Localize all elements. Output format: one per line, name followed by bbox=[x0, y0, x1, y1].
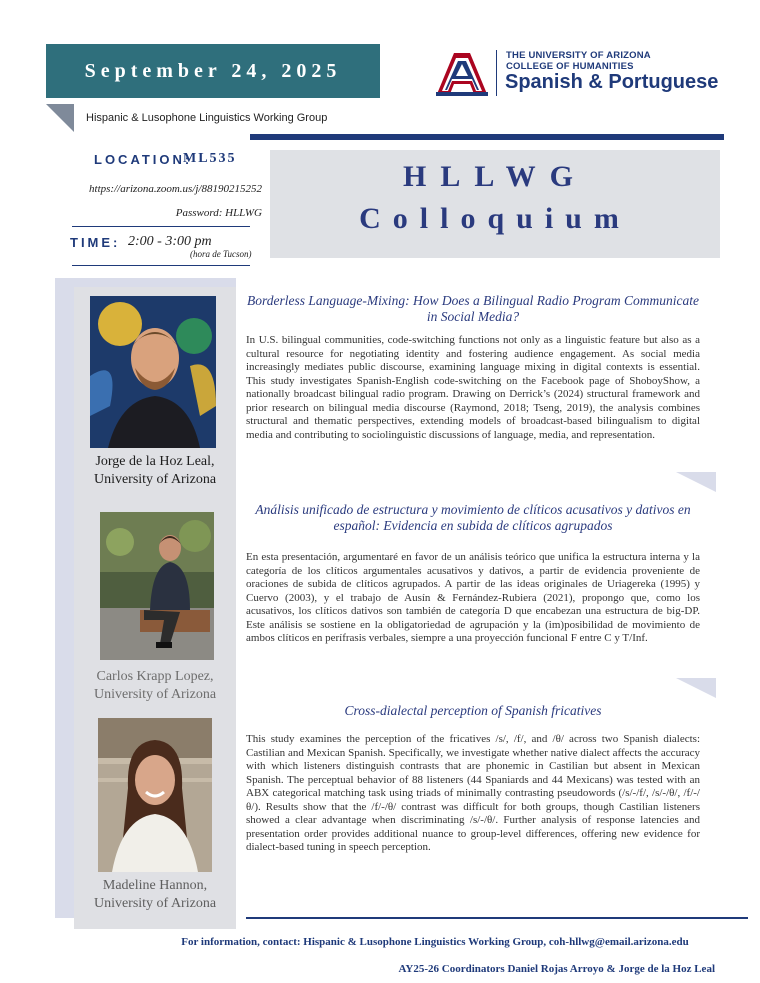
college-name: COLLEGE OF HUMANITIES bbox=[506, 61, 634, 72]
time-zone: (hora de Tucson) bbox=[190, 249, 252, 259]
section-divider-notch-icon bbox=[676, 678, 716, 698]
zoom-link[interactable]: https://arizona.zoom.us/j/88190215252 bbox=[89, 183, 262, 195]
speaker-name-3: Madeline Hannon, bbox=[102, 878, 208, 893]
talk-abstract-2: En esta presentación, argumentaré en favor de un análisis teórico que unifica la estructura interna y la categoría de los clíticos argumentales acusativos y dativos, a partir de evidencia proveniente de oraciones de subida de clíticos agrupados. A partir de las ideas originales de Uriagereka (1995) y Cuervo (2003), y el trabajo de Ausín & Fernández-Rubiera (2021), propongo que, como los acusativos, los clíticos dativos son también de categoría D que encabezan una estructura de big-DP. Este análisis se sostiene en la obligatoriedad de agrupación y la (im)posibilidad de movimiento de ambos clíticos en perífrasis verbales, siempre a una proyección funcional F entre C y T/Inf. bbox=[246, 551, 700, 644]
event-date: September 24, 2025 bbox=[84, 60, 342, 82]
speaker-photo-madeline bbox=[98, 718, 212, 872]
logo-divider bbox=[496, 50, 497, 96]
talk-title-1: Borderless Language-Mixing: How Does a Bilingual Radio Program Communicate in Social Media? bbox=[247, 293, 699, 324]
location-value: ML535 bbox=[183, 151, 237, 166]
time-label: TIME: bbox=[70, 235, 121, 250]
talk-title-3: Cross-dialectal perception of Spanish fricatives bbox=[344, 703, 602, 718]
speaker-affiliation-3: University of Arizona bbox=[93, 896, 217, 911]
talk-abstract-1: In U.S. bilingual communities, code-switching functions not only as a linguistic feature but also as a cultural resource for negotiating identity and fostering audience engagement. As social media increasingly mediates public discourse, examining language mixing in digital contexts is essential. This study investigates Spanish-English code-switching on the Facebook page of ShoboyShow, a nationally broadcast bilingual radio program. Drawing on Derrick’s (2024) structural framework and prior research on bilingual media discourse (Raymond, 2018; Tseng, 2019), the analysis combines structural and thematic perspectives, extending models of broadcast-based bilingualism to digital media and contributing to sociolinguistic discussions of language, media, and representation. bbox=[246, 334, 700, 441]
block-a-logo-icon bbox=[436, 50, 488, 96]
coordinators: AY25-26 Coordinators Daniel Rojas Arroyo & Jorge de la Hoz Leal bbox=[398, 963, 715, 975]
speaker-name-2: Carlos Krapp Lopez, bbox=[96, 669, 214, 684]
contact-info: For information, contact: Hispanic & Lusophone Linguistics Working Group, coh-hllwg@email.arizona.edu bbox=[181, 936, 689, 948]
group-name: Hispanic & Lusophone Linguistics Working Group bbox=[86, 112, 328, 124]
speaker-name-1: Jorge de la Hoz Leal, bbox=[95, 454, 215, 469]
time-value: 2:00 - 3:00 pm bbox=[128, 234, 212, 249]
bottom-rule bbox=[246, 917, 748, 919]
talk-title-2: Análisis unificado de estructura y movimiento de clíticos acusativos y dativos en español: Evidencia en subida de clíticos agrupados bbox=[255, 502, 691, 533]
talk-abstract-3: This study examines the perception of the fricatives /s/, /f/, and /θ/ across two Spanish dialects: Castilian and Mexican Spanish. Specifically, we investigate whether native dialect affects the accuracy with which listeners distinguish contrasts that are phonemic in Castilian but absent in Mexican Spanish. The perceptual behavior of 88 listeners (44 Spaniards and 44 Mexicans) was tested with an ABX categorical matching task using triads of minimally contrasting pseudowords (/s/-/f/, /s/-/θ/, /f/-/θ/). Results show that the /f/-/θ/ contrast was difficult for both groups, though Castilian listeners showed a clear advantage when discriminating /s/-/θ/. Further analysis of response latencies and presentation order provides additional nuance to group-level differences, offering new evidence for dialect-based tuning in speech perception. bbox=[246, 733, 700, 853]
university-name: THE UNIVERSITY OF ARIZONA bbox=[506, 50, 651, 61]
speaker-affiliation-1: University of Arizona bbox=[93, 472, 217, 487]
speaker-photo-jorge bbox=[90, 296, 216, 448]
speaker-affiliation-2: University of Arizona bbox=[93, 687, 217, 702]
event-title-colloquium: Colloquium bbox=[359, 202, 631, 235]
top-rule bbox=[250, 134, 724, 140]
zoom-password: Password: HLLWG bbox=[175, 207, 262, 219]
speaker-photo-carlos bbox=[100, 512, 214, 660]
location-rule bbox=[72, 226, 250, 227]
corner-triangle-icon bbox=[46, 104, 74, 132]
location-label: LOCATION: bbox=[94, 152, 193, 167]
event-title-acronym: HLLWG bbox=[403, 160, 587, 193]
time-rule bbox=[72, 265, 250, 266]
date-banner bbox=[46, 44, 380, 98]
department-name: Spanish & Portuguese bbox=[505, 71, 719, 93]
section-divider-notch-icon bbox=[676, 472, 716, 492]
